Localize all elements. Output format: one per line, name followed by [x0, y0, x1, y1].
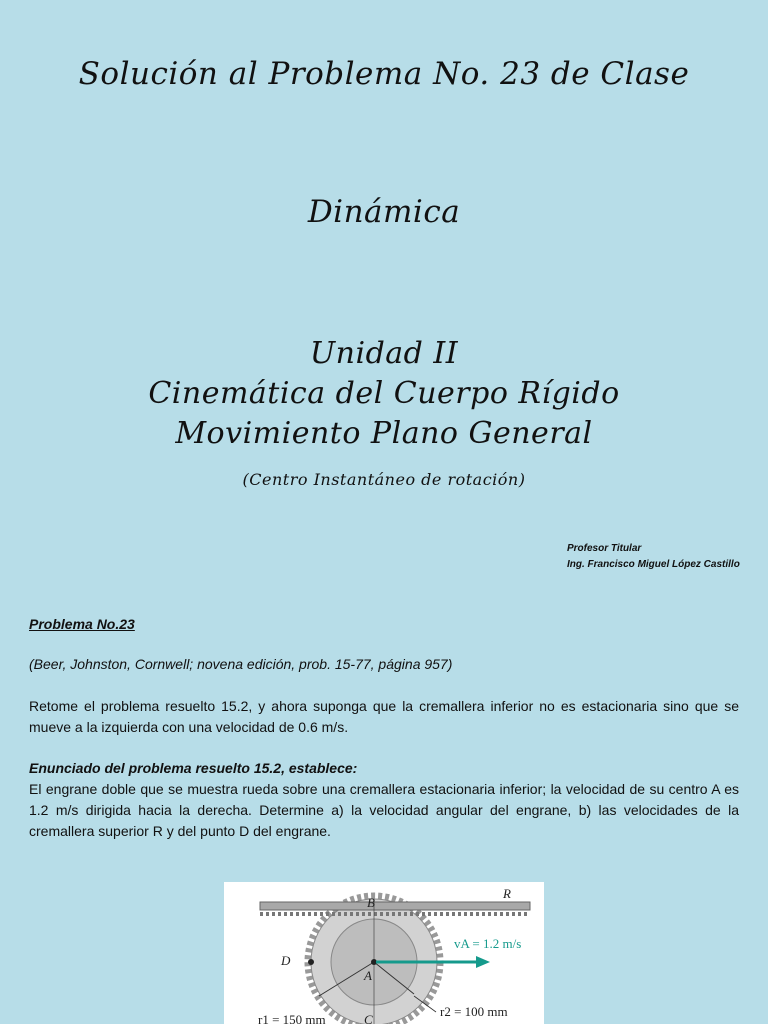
point-d	[308, 959, 314, 965]
subject-title: Dinámica	[307, 194, 461, 230]
label-r1: r1 = 150 mm	[258, 1012, 326, 1024]
unit-line-1: Unidad II	[309, 336, 459, 371]
professor-role: Profesor Titular	[567, 543, 642, 554]
page-title: Solución al Problema No. 23 de Clase	[78, 56, 690, 92]
problem-heading: Problema No.23	[29, 616, 135, 632]
label-r2: r2 = 100 mm	[440, 1004, 508, 1019]
statement-block	[29, 758, 739, 842]
professor-name: Ing. Francisco Miguel López Castillo	[567, 559, 740, 570]
gear-figure	[224, 882, 544, 1024]
problem-text: Retome el problema resuelto 15.2, y ahora suponga que la cremallera inferior no es estacionaria sino que se mueve a la izquierda con una velocidad de 0.6 m/s.	[29, 698, 739, 735]
unit-line-2: Cinemática del Cuerpo Rígido	[148, 376, 620, 411]
problem-reference: (Beer, Johnston, Cornwell; novena edición, prob. 15-77, página 957)	[29, 656, 453, 672]
gear-diagram	[224, 882, 544, 1024]
velocity-arrow-head	[476, 956, 490, 968]
label-a: A	[364, 968, 372, 983]
velocity-label: vA = 1.2 m/s	[454, 936, 522, 951]
unit-line-3: Movimiento Plano General	[175, 416, 593, 451]
label-b: B	[367, 895, 375, 910]
unit-note: (Centro Instantáneo de rotación)	[242, 470, 526, 489]
professor-block	[567, 541, 740, 573]
unit-block	[0, 334, 768, 454]
label-c: C	[364, 1012, 373, 1024]
statement-lead: Enunciado del problema resuelto 15.2, establece:	[29, 760, 358, 776]
upper-rack	[260, 902, 530, 910]
label-d: D	[281, 953, 291, 968]
statement-text: El engrane doble que se muestra rueda sobre una cremallera estacionaria inferior; la velocidad de su centro A es 1.2 m/s dirigida hacia la derecha. Determine a) la velocidad angular del engrane, b) las velocidades de la cremallera superior R y del punto D del engrane.	[29, 781, 739, 839]
label-r: R	[503, 886, 511, 901]
